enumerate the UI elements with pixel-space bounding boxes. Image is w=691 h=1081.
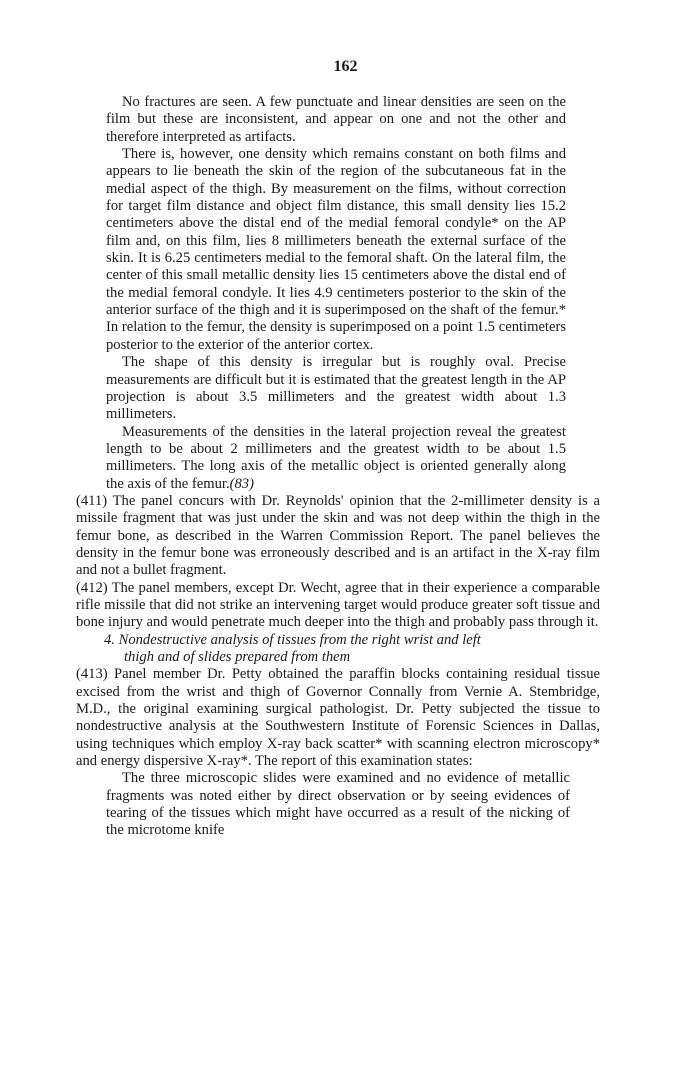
section-heading-line-1: 4. Nondestructive analysis of tissues from the right wrist and left	[104, 631, 481, 648]
quote-paragraph-4	[106, 424, 566, 493]
quote-2-paragraph: The three microscopic slides were examined and no evidence of metallic fragments was noted either by direct observation or by seeing evidences of tearing of the tissues which might have occurred as a result of the nicking of the microtome knife	[106, 770, 570, 839]
quote-paragraph-2: There is, however, one density which remains constant on both films and appears to lie beneath the skin of the region of the subcutaneous fat in the medial aspect of the thigh. By measurement on the films, without correction for target film distance and object film distance, this small density lies 15.2 centimeters above the distal end of the medial femoral condyle* on the AP film and, on this film, lies 8 millimeters beneath the external surface of the skin. It is 6.25 centimeters medial to the femoral shaft. On the lateral film, the center of this small metallic density lies 15 centimeters above the distal end of the medial femoral condyle. It lies 4.9 centimeters posterior to the skin of the anterior surface of the thigh and it is superimposed on the shaft of the femur.* In relation to the femur, the density is superimposed on a point 1.5 centimeters posterior to the exterior of the anterior cortex.	[106, 146, 566, 353]
reference-note-83: (83)	[229, 475, 254, 492]
section-heading-4	[104, 632, 600, 667]
page-body	[76, 94, 600, 840]
paragraph-411: (411) The panel concurs with Dr. Reynolds' opinion that the 2-millimeter density is a missile fragment that was just under the skin and was not deep within the thigh in the femur bone, as described in the Warren Commission Report. The panel believes the density in the femur bone was erroneously described and is an artifact in the X-ray film and not a bullet fragment.	[76, 492, 600, 579]
quoted-report-block-2	[106, 770, 570, 839]
section-heading-line-2: thigh and of slides prepared from them	[124, 649, 351, 665]
paragraph-413: (413) Panel member Dr. Petty obtained the paraffin blocks containing residual tissue excised from the wrist and thigh of Governor Connally from Vernie A. Stembridge, M.D., the original examining surgical pathologist. Dr. Petty subjected the tissue to nondestructive analysis at the Southwestern Institute of Forensic Sciences in Dallas, using techniques which employ X-ray back scatter* with scanning electron microscopy* and energy dispersive X-ray*. The report of this examination states:	[76, 666, 600, 770]
paragraph-412: (412) The panel members, except Dr. Wecht, agree that in their experience a comparable rifle missile that did not strike an intervening target would produce greater soft tissue and bone injury and would penetrate much deeper into the thigh and probably pass through it.	[76, 579, 600, 631]
quote-paragraph-1: No fractures are seen. A few punctuate and linear densities are seen on the film but these are inconsistent, and appear on one and not the other and therefore interpreted as artifacts.	[106, 94, 566, 145]
page-number: 162	[333, 58, 358, 75]
quote-paragraph-3: The shape of this density is irregular but is roughly oval. Precise measurements are difficult but it is estimated that the greatest length in the AP projection is about 3.5 millimeters and the greatest width about 1.3 millimeters.	[106, 354, 566, 423]
quoted-report-block	[106, 94, 566, 493]
quote-paragraph-4-text: Measurements of the densities in the lateral projection reveal the greatest length to be about 2 millimeters and the greatest width to be about 1.5 millimeters. The long axis of the metallic object is oriented generally along the axis of the femur.	[106, 423, 566, 492]
